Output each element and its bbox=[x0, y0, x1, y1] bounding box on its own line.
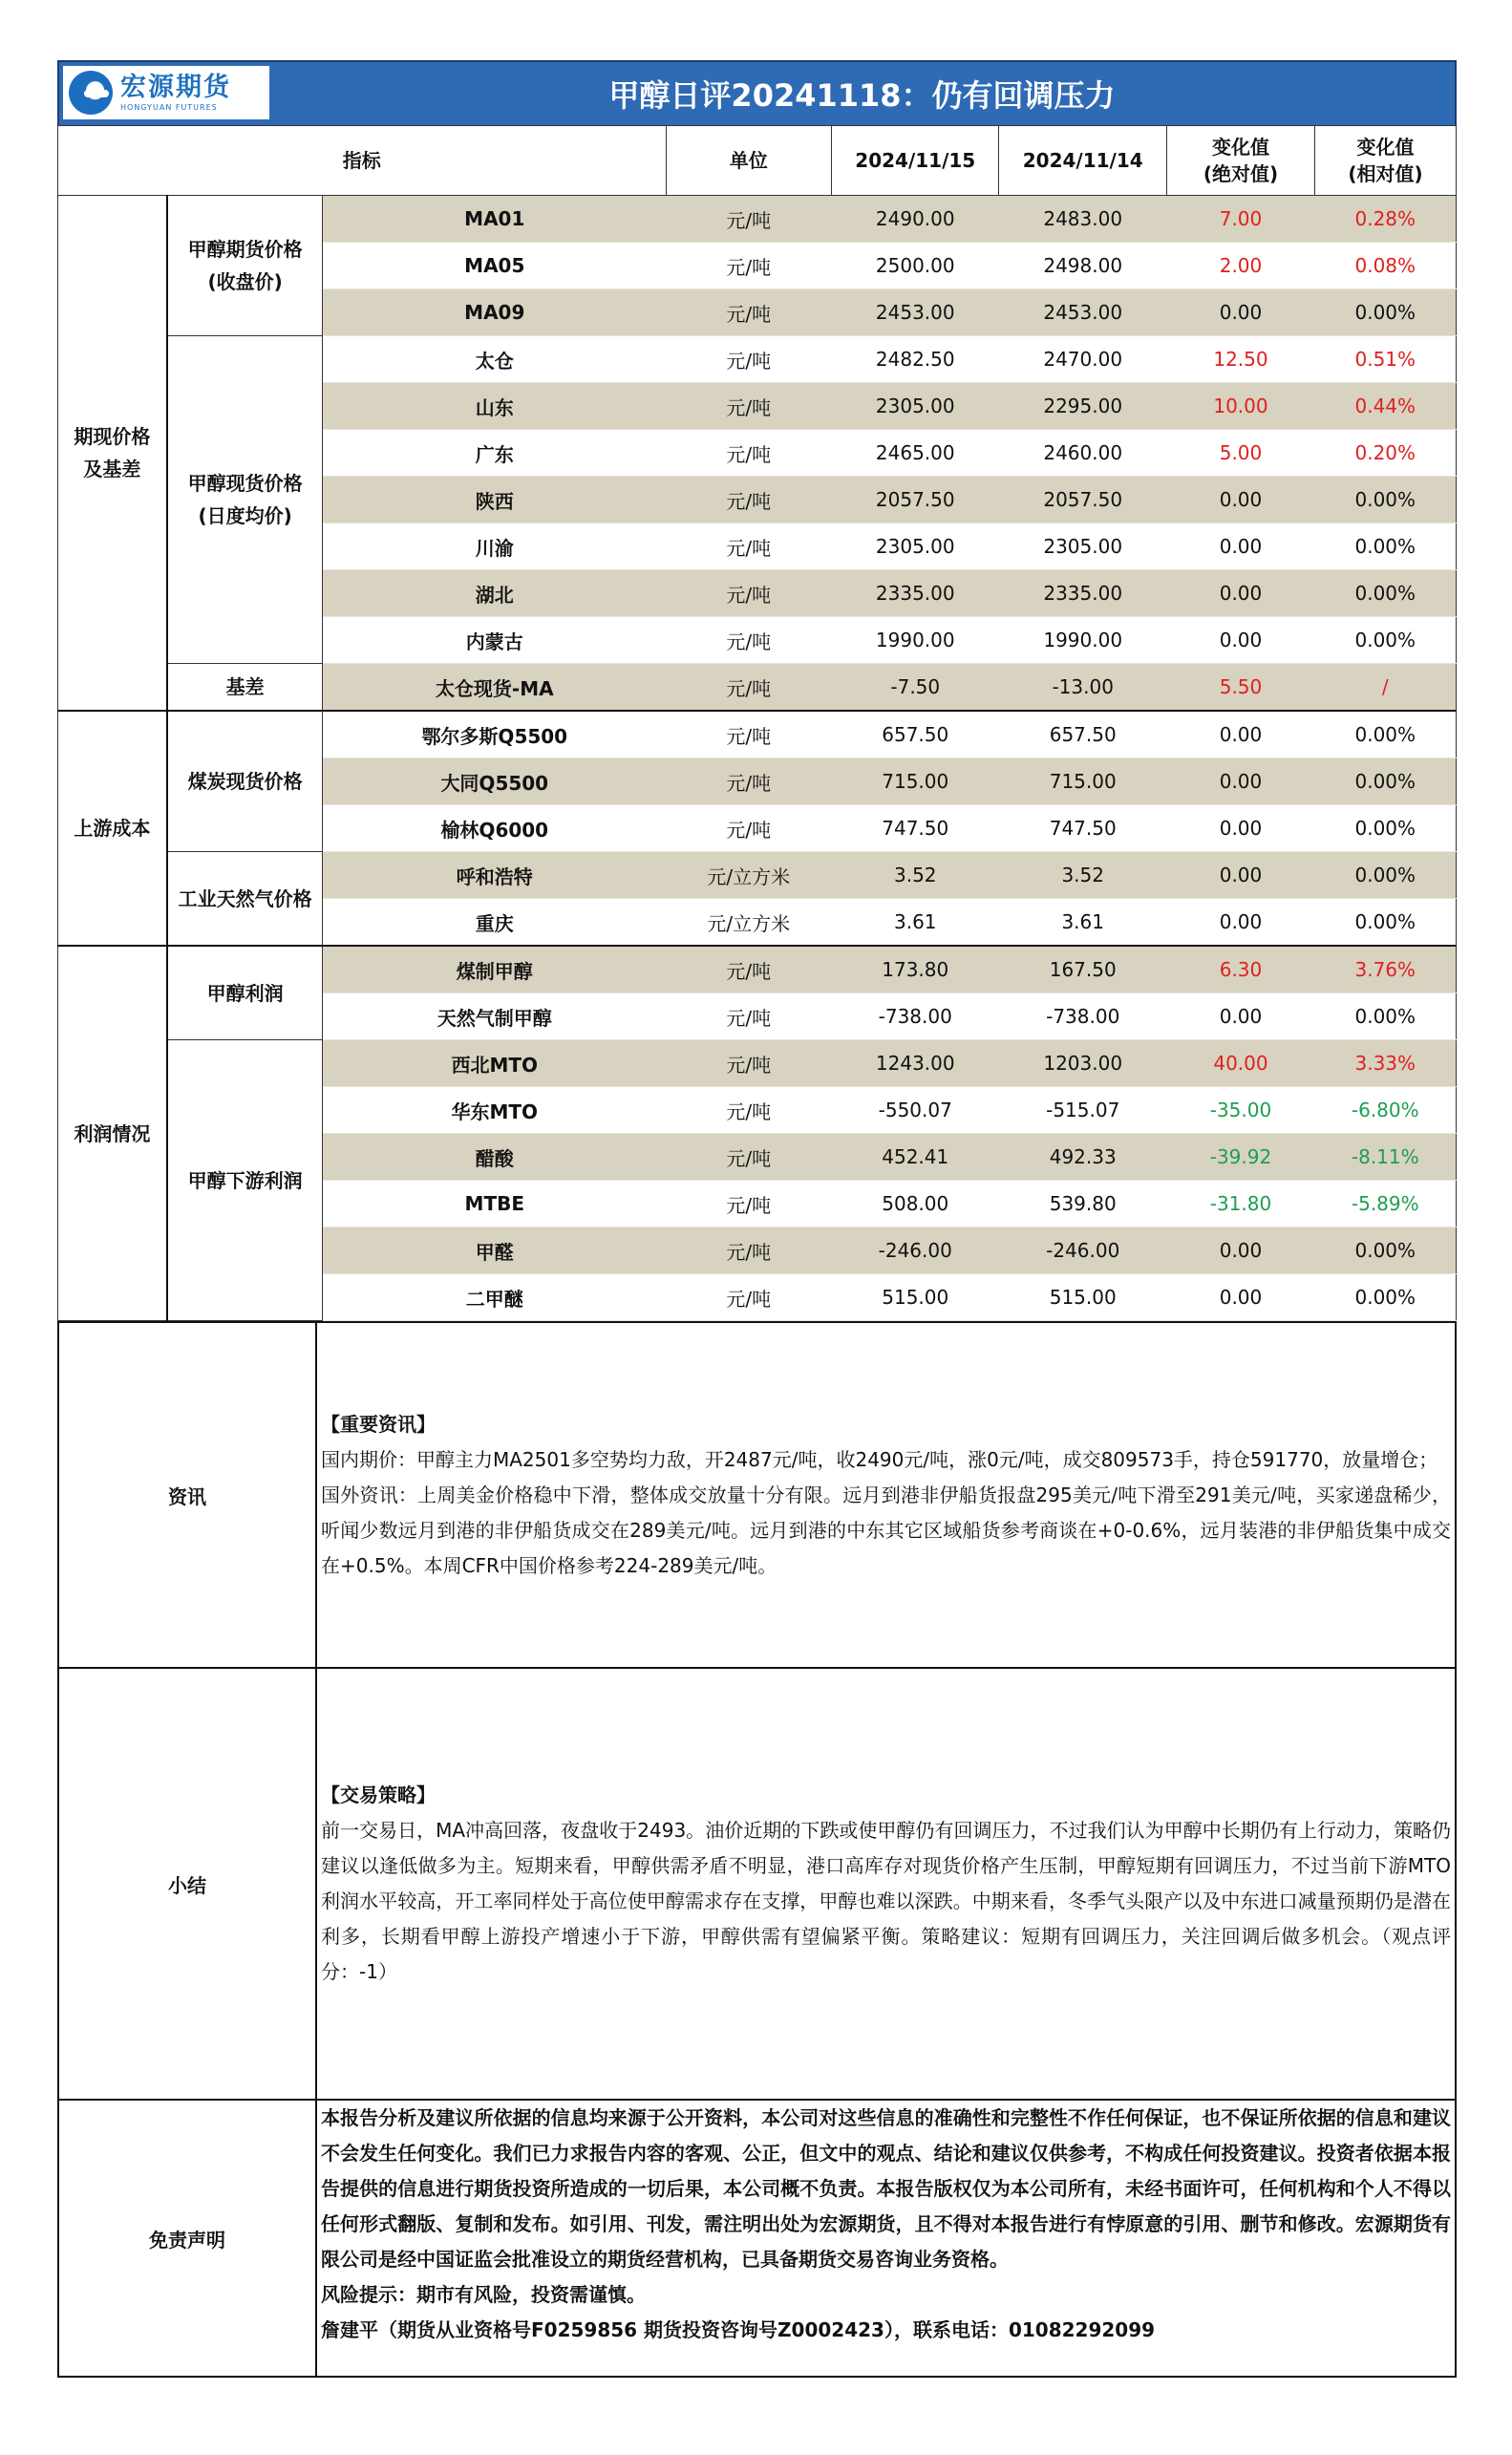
value-date2-cell: 3.52 bbox=[999, 852, 1166, 899]
summary-heading: 【交易策略】 bbox=[321, 1783, 436, 1806]
rel-change-cell: 0.00% bbox=[1315, 570, 1457, 617]
rel-change-cell: 0.44% bbox=[1315, 383, 1457, 430]
value-date1-cell: 2482.50 bbox=[832, 336, 999, 383]
unit-cell: 元/吨 bbox=[666, 1134, 831, 1181]
indicator-cell: 榆林Q6000 bbox=[323, 805, 666, 852]
logo-name-cn: 宏源期货 bbox=[120, 72, 231, 102]
col-header-indicator: 指标 bbox=[58, 126, 667, 196]
indicator-cell: 山东 bbox=[323, 383, 666, 430]
value-date1-cell: 452.41 bbox=[832, 1134, 999, 1181]
unit-cell: 元/吨 bbox=[666, 617, 831, 664]
value-date1-cell: 2490.00 bbox=[832, 196, 999, 243]
indicator-cell: 大同Q5500 bbox=[323, 758, 666, 805]
news-heading: 【重要资讯】 bbox=[321, 1412, 436, 1436]
table-row bbox=[58, 852, 1457, 899]
abs-change-cell: 40.00 bbox=[1166, 1040, 1314, 1087]
abs-change-cell: 2.00 bbox=[1166, 243, 1314, 289]
indicator-cell: 川渝 bbox=[323, 523, 666, 570]
indicator-cell: 太仓现货-MA bbox=[323, 664, 666, 712]
indicator-cell: 鄂尔多斯Q5500 bbox=[323, 711, 666, 758]
group-label: 甲醇期货价格 (收盘价) bbox=[167, 196, 323, 336]
indicator-cell: 太仓 bbox=[323, 336, 666, 383]
abs-change-cell: -31.80 bbox=[1166, 1181, 1314, 1228]
table-row bbox=[58, 196, 1457, 243]
unit-cell: 元/吨 bbox=[666, 1040, 831, 1087]
value-date1-cell: 2453.00 bbox=[832, 289, 999, 336]
value-date2-cell: 2335.00 bbox=[999, 570, 1166, 617]
value-date2-cell: 167.50 bbox=[999, 946, 1166, 993]
value-date1-cell: 2057.50 bbox=[832, 477, 999, 523]
rel-change-cell: 0.00% bbox=[1315, 1274, 1457, 1321]
table-header-row bbox=[58, 126, 1457, 196]
news-label: 资讯 bbox=[58, 1322, 316, 1668]
table-row bbox=[58, 711, 1457, 758]
summary-label: 小结 bbox=[58, 1668, 316, 2100]
news-row bbox=[58, 1322, 1456, 1668]
logo-mark-icon bbox=[69, 71, 113, 115]
value-date1-cell: 715.00 bbox=[832, 758, 999, 805]
group-label: 甲醇下游利润 bbox=[167, 1040, 323, 1321]
unit-cell: 元/吨 bbox=[666, 805, 831, 852]
abs-change-cell: 0.00 bbox=[1166, 570, 1314, 617]
value-date2-cell: 2460.00 bbox=[999, 430, 1166, 477]
value-date2-cell: 2305.00 bbox=[999, 523, 1166, 570]
rel-change-cell: / bbox=[1315, 664, 1457, 712]
rel-change-cell: 0.00% bbox=[1315, 993, 1457, 1040]
risk-warning: 风险提示：期市有风险，投资需谨慎。 bbox=[321, 2283, 646, 2306]
value-date2-cell: 1990.00 bbox=[999, 617, 1166, 664]
analyst-info: 詹建平（期货从业资格号F0259856 期货投资咨询号Z0002423），联系电话：01082292099 bbox=[321, 2318, 1156, 2341]
indicator-cell: 西北MTO bbox=[323, 1040, 666, 1087]
news-domestic: 国内期价：甲醇主力MA2501多空势均力敌，开2487元/吨，收2490元/吨，涨0元/吨，成交809573手，持仓591770，放量增仓； bbox=[321, 1447, 1438, 1471]
rel-change-cell: 0.00% bbox=[1315, 805, 1457, 852]
value-date2-cell: 515.00 bbox=[999, 1274, 1166, 1321]
value-date1-cell: 173.80 bbox=[832, 946, 999, 993]
rel-change-cell: 0.00% bbox=[1315, 617, 1457, 664]
unit-cell: 元/立方米 bbox=[666, 852, 831, 899]
unit-cell: 元/吨 bbox=[666, 664, 831, 712]
table-row bbox=[58, 336, 1457, 383]
unit-cell: 元/吨 bbox=[666, 383, 831, 430]
group-label: 工业天然气价格 bbox=[167, 852, 323, 947]
indicator-cell: MA05 bbox=[323, 243, 666, 289]
rel-change-cell: 0.28% bbox=[1315, 196, 1457, 243]
value-date1-cell: 2305.00 bbox=[832, 383, 999, 430]
unit-cell: 元/吨 bbox=[666, 336, 831, 383]
indicator-cell: MA01 bbox=[323, 196, 666, 243]
abs-change-cell: 0.00 bbox=[1166, 758, 1314, 805]
table-row bbox=[58, 1040, 1457, 1087]
col-header-unit: 单位 bbox=[666, 126, 831, 196]
rel-change-cell: -8.11% bbox=[1315, 1134, 1457, 1181]
indicator-cell: 重庆 bbox=[323, 899, 666, 947]
value-date1-cell: 2335.00 bbox=[832, 570, 999, 617]
value-date2-cell: 2483.00 bbox=[999, 196, 1166, 243]
abs-change-cell: 12.50 bbox=[1166, 336, 1314, 383]
unit-cell: 元/吨 bbox=[666, 758, 831, 805]
value-date1-cell: 657.50 bbox=[832, 711, 999, 758]
unit-cell: 元/吨 bbox=[666, 1181, 831, 1228]
unit-cell: 元/吨 bbox=[666, 430, 831, 477]
indicator-cell: 天然气制甲醇 bbox=[323, 993, 666, 1040]
group-label: 基差 bbox=[167, 664, 323, 712]
abs-change-cell: 10.00 bbox=[1166, 383, 1314, 430]
rel-change-cell: 0.20% bbox=[1315, 430, 1457, 477]
value-date1-cell: 1243.00 bbox=[832, 1040, 999, 1087]
unit-cell: 元/立方米 bbox=[666, 899, 831, 947]
abs-change-cell: 0.00 bbox=[1166, 289, 1314, 336]
unit-cell: 元/吨 bbox=[666, 946, 831, 993]
value-date2-cell: 1203.00 bbox=[999, 1040, 1166, 1087]
group-label: 甲醇利润 bbox=[167, 946, 323, 1040]
rel-change-cell: 0.00% bbox=[1315, 899, 1457, 947]
indicator-cell: 广东 bbox=[323, 430, 666, 477]
rel-change-cell: 3.33% bbox=[1315, 1040, 1457, 1087]
rel-change-cell: -5.89% bbox=[1315, 1181, 1457, 1228]
value-date1-cell: 747.50 bbox=[832, 805, 999, 852]
value-date1-cell: 1990.00 bbox=[832, 617, 999, 664]
rel-change-cell: -6.80% bbox=[1315, 1087, 1457, 1134]
notes-table bbox=[57, 1321, 1457, 2378]
summary-row bbox=[58, 1668, 1456, 2100]
report-title: 甲醇日评20241118：仍有回调压力 bbox=[608, 77, 1116, 114]
unit-cell: 元/吨 bbox=[666, 993, 831, 1040]
abs-change-cell: 0.00 bbox=[1166, 477, 1314, 523]
value-date2-cell: 2470.00 bbox=[999, 336, 1166, 383]
value-date2-cell: 747.50 bbox=[999, 805, 1166, 852]
abs-change-cell: 6.30 bbox=[1166, 946, 1314, 993]
abs-change-cell: 7.00 bbox=[1166, 196, 1314, 243]
rel-change-cell: 0.51% bbox=[1315, 336, 1457, 383]
indicator-cell: 二甲醚 bbox=[323, 1274, 666, 1321]
news-content bbox=[316, 1322, 1456, 1668]
value-date1-cell: -738.00 bbox=[832, 993, 999, 1040]
value-date2-cell: -13.00 bbox=[999, 664, 1166, 712]
rel-change-cell: 0.00% bbox=[1315, 289, 1457, 336]
unit-cell: 元/吨 bbox=[666, 1274, 831, 1321]
section-label: 期现价格 及基差 bbox=[58, 196, 167, 712]
abs-change-cell: 0.00 bbox=[1166, 523, 1314, 570]
indicator-cell: 煤制甲醇 bbox=[323, 946, 666, 993]
abs-change-cell: 0.00 bbox=[1166, 852, 1314, 899]
unit-cell: 元/吨 bbox=[666, 477, 831, 523]
value-date2-cell: -515.07 bbox=[999, 1087, 1166, 1134]
value-date2-cell: 3.61 bbox=[999, 899, 1166, 947]
report-sheet bbox=[57, 60, 1457, 2378]
company-logo bbox=[63, 66, 269, 119]
news-foreign: 国外资讯：上周美金价格稳中下滑，整体成交放量十分有限。远月到港非伊船货报盘295美元/吨下滑至291美元/吨，买家递盘稀少，听闻少数远月到港的非伊船货成交在289美元/吨。远月到港的中东其它区域船货参考商谈在+0-0.6%，远月装港的非伊船货集中成交在+0.5%。本周CFR中国价格参考224-289美元/吨。 bbox=[321, 1483, 1451, 1577]
value-date2-cell: -246.00 bbox=[999, 1228, 1166, 1274]
group-label: 煤炭现货价格 bbox=[167, 711, 323, 852]
logo-name-en: HONGYUAN FUTURES bbox=[120, 102, 218, 112]
abs-change-cell: 5.00 bbox=[1166, 430, 1314, 477]
rel-change-cell: 0.00% bbox=[1315, 1228, 1457, 1274]
unit-cell: 元/吨 bbox=[666, 289, 831, 336]
value-date1-cell: 2500.00 bbox=[832, 243, 999, 289]
indicator-cell: 湖北 bbox=[323, 570, 666, 617]
value-date1-cell: -246.00 bbox=[832, 1228, 999, 1274]
rel-change-cell: 0.00% bbox=[1315, 852, 1457, 899]
rel-change-cell: 0.00% bbox=[1315, 758, 1457, 805]
rel-change-cell: 0.00% bbox=[1315, 477, 1457, 523]
unit-cell: 元/吨 bbox=[666, 570, 831, 617]
abs-change-cell: -39.92 bbox=[1166, 1134, 1314, 1181]
indicator-cell: 醋酸 bbox=[323, 1134, 666, 1181]
rel-change-cell: 0.08% bbox=[1315, 243, 1457, 289]
summary-text: 前一交易日，MA冲高回落，夜盘收于2493。油价近期的下跌或使甲醇仍有回调压力，不过我们认为甲醇中长期仍有上行动力，策略仍建议以逢低做多为主。短期来看，甲醇供需矛盾不明显，港口高库存对现货价格产生压制，甲醇短期有回调压力，不过当前下游MTO利润水平较高，开工率同样处于高位使甲醇需求存在支撑，甲醇也难以深跌。中期来看，冬季气头限产以及中东进口减量预期仍是潜在利多，长期看甲醇上游投产增速小于下游，甲醇供需有望偏紧平衡。策略建议：短期有回调压力，关注回调后做多机会。（观点评分：-1） bbox=[321, 1819, 1451, 1983]
value-date1-cell: 2305.00 bbox=[832, 523, 999, 570]
disclaimer-row bbox=[58, 2100, 1456, 2377]
unit-cell: 元/吨 bbox=[666, 1228, 831, 1274]
summary-content bbox=[316, 1668, 1456, 2100]
indicator-cell: MTBE bbox=[323, 1181, 666, 1228]
abs-change-cell: 0.00 bbox=[1166, 899, 1314, 947]
abs-change-cell: -35.00 bbox=[1166, 1087, 1314, 1134]
unit-cell: 元/吨 bbox=[666, 711, 831, 758]
rel-change-cell: 3.76% bbox=[1315, 946, 1457, 993]
abs-change-cell: 0.00 bbox=[1166, 993, 1314, 1040]
value-date1-cell: 508.00 bbox=[832, 1181, 999, 1228]
value-date2-cell: 492.33 bbox=[999, 1134, 1166, 1181]
value-date2-cell: -738.00 bbox=[999, 993, 1166, 1040]
indicator-cell: MA09 bbox=[323, 289, 666, 336]
table-row bbox=[58, 664, 1457, 712]
disclaimer-label: 免责声明 bbox=[58, 2100, 316, 2377]
section-label: 利润情况 bbox=[58, 946, 167, 1321]
col-header-abs-change: 变化值 (绝对值) bbox=[1166, 126, 1314, 196]
unit-cell: 元/吨 bbox=[666, 196, 831, 243]
abs-change-cell: 0.00 bbox=[1166, 1274, 1314, 1321]
unit-cell: 元/吨 bbox=[666, 243, 831, 289]
value-date2-cell: 2057.50 bbox=[999, 477, 1166, 523]
abs-change-cell: 0.00 bbox=[1166, 617, 1314, 664]
value-date2-cell: 2295.00 bbox=[999, 383, 1166, 430]
value-date1-cell: 2465.00 bbox=[832, 430, 999, 477]
col-header-rel-change: 变化值 (相对值) bbox=[1315, 126, 1457, 196]
abs-change-cell: 0.00 bbox=[1166, 1228, 1314, 1274]
data-table bbox=[57, 125, 1457, 1321]
rel-change-cell: 0.00% bbox=[1315, 523, 1457, 570]
abs-change-cell: 0.00 bbox=[1166, 805, 1314, 852]
value-date1-cell: -550.07 bbox=[832, 1087, 999, 1134]
value-date1-cell: 515.00 bbox=[832, 1274, 999, 1321]
value-date2-cell: 2498.00 bbox=[999, 243, 1166, 289]
disclaimer-text: 本报告分析及建议所依据的信息均来源于公开资料，本公司对这些信息的准确性和完整性不作任何保证，也不保证所依据的信息和建议不会发生任何变化。我们已力求报告内容的客观、公正，但文中的观点、结论和建议仅供参考，不构成任何投资建议。投资者依据本报告提供的信息进行期货投资所造成的一切后果，本公司概不负责。本报告版权仅为本公司所有，未经书面许可，任何机构和个人不得以任何形式翻版、复制和发布。如引用、刊发，需注明出处为宏源期货，且不得对本报告进行有悖原意的引用、删节和修改。宏源期货有限公司是经中国证监会批准设立的期货经营机构，已具备期货交易咨询业务资格。 bbox=[321, 2106, 1451, 2271]
col-header-date2: 2024/11/14 bbox=[999, 126, 1166, 196]
value-date1-cell: 3.52 bbox=[832, 852, 999, 899]
value-date1-cell: -7.50 bbox=[832, 664, 999, 712]
indicator-cell: 陕西 bbox=[323, 477, 666, 523]
value-date2-cell: 539.80 bbox=[999, 1181, 1166, 1228]
indicator-cell: 内蒙古 bbox=[323, 617, 666, 664]
rel-change-cell: 0.00% bbox=[1315, 711, 1457, 758]
unit-cell: 元/吨 bbox=[666, 523, 831, 570]
unit-cell: 元/吨 bbox=[666, 1087, 831, 1134]
disclaimer-content bbox=[316, 2100, 1456, 2377]
abs-change-cell: 0.00 bbox=[1166, 711, 1314, 758]
abs-change-cell: 5.50 bbox=[1166, 664, 1314, 712]
col-header-date1: 2024/11/15 bbox=[832, 126, 999, 196]
table-row bbox=[58, 946, 1457, 993]
value-date2-cell: 657.50 bbox=[999, 711, 1166, 758]
indicator-cell: 呼和浩特 bbox=[323, 852, 666, 899]
value-date2-cell: 715.00 bbox=[999, 758, 1166, 805]
value-date1-cell: 3.61 bbox=[832, 899, 999, 947]
indicator-cell: 甲醛 bbox=[323, 1228, 666, 1274]
group-label: 甲醇现货价格 (日度均价) bbox=[167, 336, 323, 664]
indicator-cell: 华东MTO bbox=[323, 1087, 666, 1134]
value-date2-cell: 2453.00 bbox=[999, 289, 1166, 336]
title-bar bbox=[57, 60, 1457, 125]
section-label: 上游成本 bbox=[58, 711, 167, 946]
